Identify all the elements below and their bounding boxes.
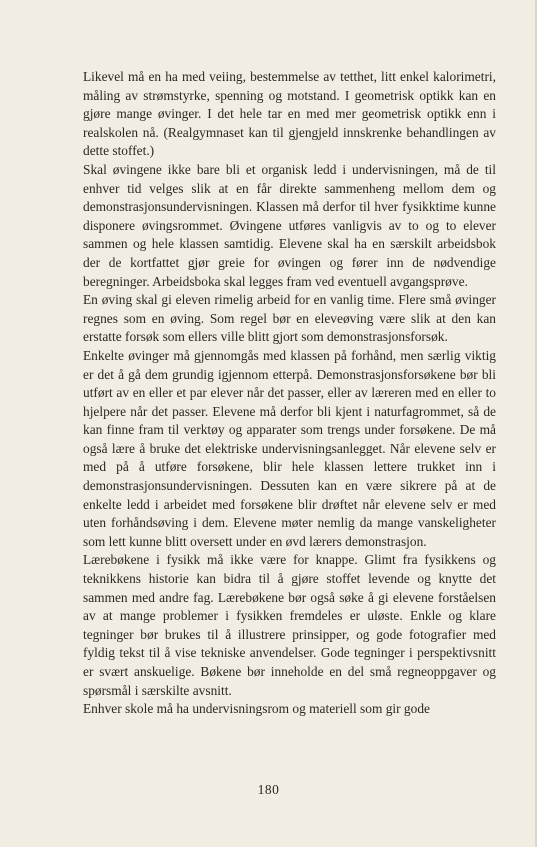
page-number: 180 — [257, 782, 280, 797]
body-text — [83, 68, 496, 719]
paragraph: Enhver skole må ha undervisningsrom og materiell som gir gode — [83, 701, 430, 717]
paragraph: Lærebøkene i fysikk må ikke være for knappe. Glimt fra fysikkens og teknikkens historie kan bidra til å gjøre stoffet levende og knytte det sammen med andre fag. Lærebøkene bør også søke å gi elevene forståelsen av at mange problemer i fysikken fremdeles er uløste. Enkle og klare tegninger bør brukes til å illustrere prinsipper, og gode fotografier med fyldig tekst til å vise tekniske anvendelser. Gode tegninger i perspektivsnitt er svært anskuelige. Bøkene bør inneholde en del små regneoppgaver og spørsmål i særskilte avsnitt. — [83, 552, 496, 698]
paragraph: Likevel må en ha med veiing, bestemmelse av tetthet, litt enkel kalorimetri, måling av strømstyrke, spenning og motstand. I geometrisk optikk kan en gjøre mange øvinger. I det hele tar en med mer geometrisk optikk enn i realskolen nå. (Realgymnaset kan til gjengjeld innskrenke behandlingen av dette stoffet.) — [83, 69, 496, 159]
paragraph: Enkelte øvinger må gjennomgås med klassen på forhånd, men særlig viktig er det å gå dem grundig igjennom etterpå. Demonstrasjonsforsøkene bør bli utført av en eller et par elever når det passer, eller av læreren med en eller to hjelpere når det passer. Elevene må derfor bli kjent i naturfagrommet, så de kan finne fram til verktøy og apparater som trengs under forsøkene. De må også lære å bruke det elektriske undervisningsanlegget. Når elevene selv er med på å utføre forsøkene, blir hele klassen lettere trukket inn i demonstrasjonsundervisningen. Dessuten kan en være sikrere på at de enkelte ledd i arbeidet med forsøkene blir drøftet når elevene selv er med uten forhåndsøving i dem. Elevene møter nemlig da mange vanskeligheter som lett kunne blitt oversett under en øvd lærers demonstrasjon. — [83, 347, 496, 549]
paragraph: En øving skal gi eleven rimelig arbeid for en vanlig time. Flere små øvinger regnes som en øving. Som regel bør en eleveøving være slik at den kan erstatte forsøk som ellers ville blitt gjort som demonstrasjonsforsøk. — [83, 292, 496, 345]
paragraph: Skal øvingene ikke bare bli et organisk ledd i undervisningen, må de til enhver tid velges slik at en får direkte sammenheng mellom dem og demonstrasjonsundervisningen. Klassen må derfor til hver fysikktime kunne disponere øvingsrommet. Øvingene utføres vanligvis av to og to elever sammen og hele klassen samtidig. Elevene skal ha en særskilt arbeidsbok der de kortfattet gjør greie for øvingen og fører inn de nødvendige beregninger. Arbeidsboka skal legges fram ved eventuell avgangsprøve. — [83, 161, 496, 289]
